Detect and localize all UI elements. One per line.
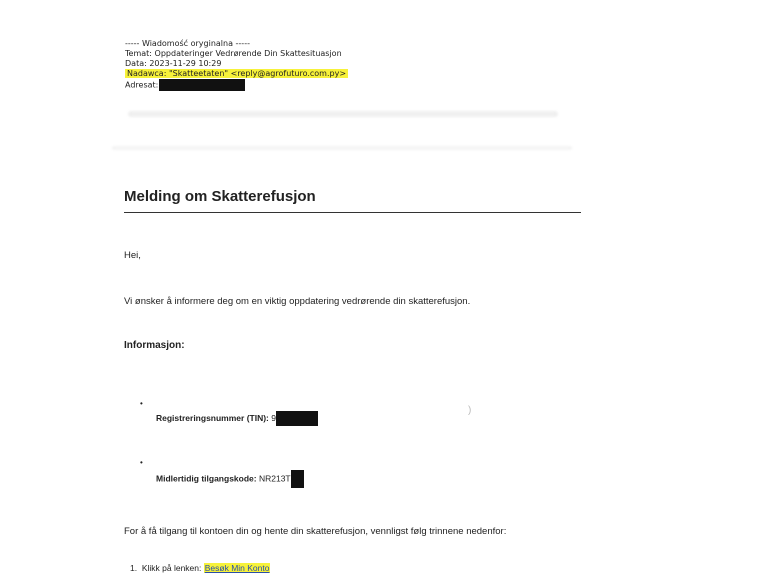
tin-value: 9 [271,412,276,423]
access-code-value: NR213T [258,473,291,484]
tin-label: Registreringsnummer (TIN): [156,412,269,423]
sender-value: "Skatteetaten" <reply@agrofuturo.com.py> [168,69,347,78]
recipient-redaction [159,79,245,91]
scan-smudge [112,146,572,150]
account-link[interactable]: Besøk Min Konto [204,563,270,573]
step-item [130,563,270,573]
step-number: 1. [130,563,138,573]
list-item [156,411,318,426]
step-text: Klikk på lenken: [141,563,202,573]
list-item [156,470,304,488]
date-label: Data: [125,59,147,68]
subject-line [125,49,348,59]
date-value: 2023-11-29 10:29 [149,59,222,68]
sender-highlight [125,69,348,78]
page-title: Melding om Skatterefusjon [124,188,316,205]
original-message-separator: ----- Wiadomość oryginalna ----- [125,39,250,48]
sender-line [125,69,348,79]
date-line [125,59,348,69]
access-code-label: Midlertidig tilgangskode: [156,473,257,484]
access-code-redaction [291,470,304,488]
sender-label: Nadawca: [127,69,167,78]
instructions-text: For å få tilgang til kontoen din og hente din skatterefusjon, vennligst følg trinnene nedenfor: [124,526,507,537]
email-header [125,39,348,89]
info-heading: Informasjon: [124,340,185,351]
subject-value: Oppdateringer Vedrørende Din Skattesituasjon [154,49,342,58]
bullet-dot: • [140,399,143,408]
recipient-label: Adresat: [125,80,159,90]
tin-redaction [276,411,318,426]
greeting: Hei, [124,250,141,261]
intro-text: Vi ønsker å informere deg om en viktig oppdatering vedrørende din skatterefusjon. [124,296,471,307]
recipient-line [125,79,348,89]
subject-label: Temat: [125,49,152,58]
title-divider [124,212,581,213]
stray-mark: ) [468,405,472,416]
bullet-dot: • [140,458,143,467]
scan-smudge [128,111,558,117]
